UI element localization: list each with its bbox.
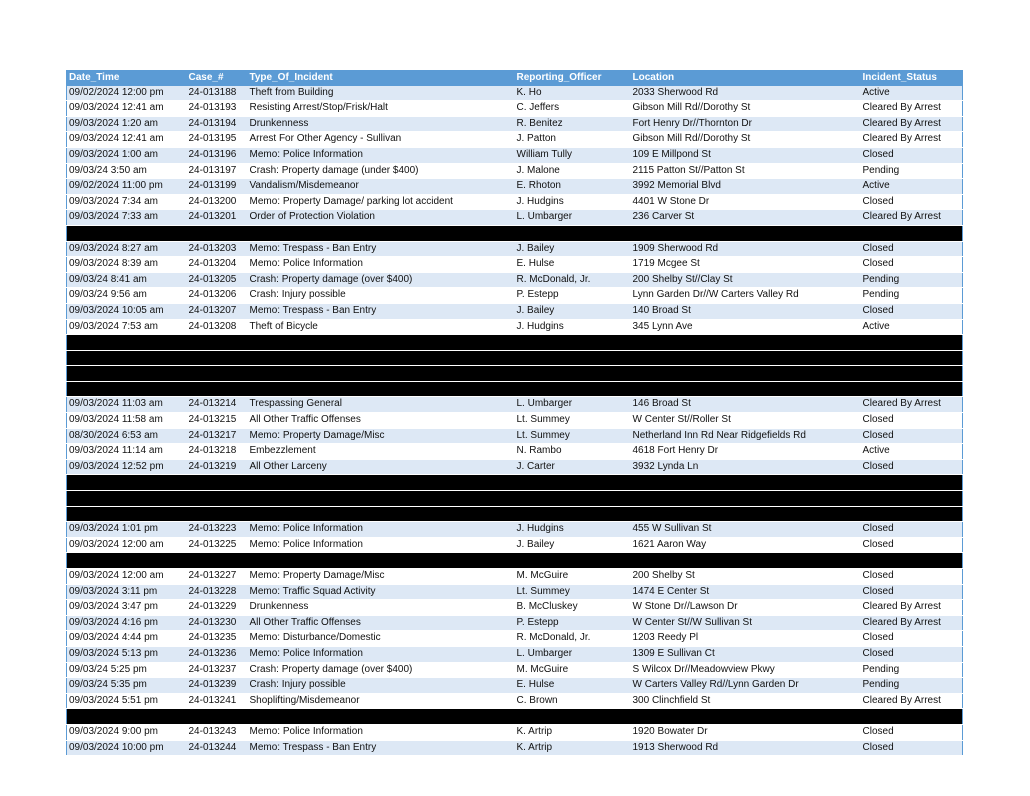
- cell-location: Gibson Mill Rd//Dorothy St: [632, 133, 751, 145]
- cell-date-time: 09/03/2024 4:16 pm: [69, 616, 158, 628]
- table-row[interactable]: [67, 272, 963, 288]
- cell-reporting-officer: William Tully: [516, 148, 573, 160]
- cell-case-number: 24-013227: [188, 570, 237, 581]
- cell-type-of-incident: Embezzlement: [249, 445, 316, 457]
- redacted-row[interactable]: [67, 491, 963, 507]
- cell-incident-status: Cleared By Arrest: [862, 117, 941, 129]
- cell-incident-status: Closed: [862, 585, 894, 597]
- cell-location: 1719 Mcgee St: [632, 258, 700, 270]
- cell-case-number: 24-013204: [188, 258, 237, 270]
- cell-reporting-officer: R. McDonald, Jr.: [516, 273, 591, 285]
- cell-case-number: 24-013218: [188, 445, 237, 457]
- cell-case-number: 24-013203: [188, 242, 237, 254]
- cell-incident-status: Closed: [862, 304, 894, 316]
- cell-type-of-incident: Shoplifting/Misdemeanor: [249, 694, 360, 706]
- cell-incident-status: Closed: [862, 195, 894, 207]
- cell-location: 1913 Sherwood Rd: [632, 741, 719, 753]
- cell-type-of-incident: Resisting Arrest/Stop/Frisk/Halt: [249, 102, 388, 114]
- table-row[interactable]: [67, 288, 963, 304]
- cell-type-of-incident: All Other Traffic Offenses: [249, 414, 361, 426]
- cell-location: Netherland Inn Rd Near Ridgefields Rd: [632, 429, 806, 441]
- cell-reporting-officer: J. Hudgins: [516, 320, 564, 332]
- cell-case-number: 24-013223: [188, 523, 237, 535]
- cell-reporting-officer: M. McGuire: [516, 570, 569, 581]
- cell-incident-status: Closed: [862, 523, 894, 535]
- redaction-bar: [67, 553, 963, 569]
- cell-incident-status: Closed: [862, 148, 894, 160]
- cell-incident-status: Cleared By Arrest: [862, 601, 941, 613]
- cell-reporting-officer: K. Artrip: [516, 725, 553, 737]
- cell-location: Lynn Garden Dr//W Carters Valley Rd: [632, 289, 799, 301]
- cell-reporting-officer: J. Carter: [516, 460, 555, 472]
- cell-date-time: 08/30/2024 6:53 am: [69, 429, 158, 441]
- cell-incident-status: Closed: [862, 570, 894, 581]
- redaction-bar: [67, 381, 963, 397]
- column-header-location[interactable]: Location: [632, 72, 675, 83]
- cell-date-time: 09/03/2024 10:00 pm: [69, 741, 164, 753]
- table-row[interactable]: [67, 584, 963, 600]
- cell-date-time: 09/03/2024 11:58 am: [69, 414, 163, 426]
- cell-type-of-incident: Arrest For Other Agency - Sullivan: [249, 133, 402, 145]
- cell-case-number: 24-013196: [188, 148, 237, 160]
- table-row[interactable]: [67, 444, 963, 460]
- cell-case-number: 24-013241: [188, 694, 237, 706]
- cell-type-of-incident: Memo: Property Damage/Misc: [249, 429, 385, 441]
- cell-type-of-incident: Vandalism/Misdemeanor: [249, 180, 359, 192]
- cell-reporting-officer: P. Estepp: [516, 289, 559, 301]
- cell-type-of-incident: Trespassing General: [249, 398, 342, 410]
- cell-location: 345 Lynn Ave: [632, 320, 693, 332]
- cell-case-number: 24-013208: [188, 320, 237, 332]
- cell-date-time: 09/03/2024 8:39 am: [69, 258, 158, 270]
- cell-location: S Wilcox Dr//Meadowview Pkwy: [632, 663, 775, 675]
- cell-location: 200 Shelby St: [632, 570, 695, 581]
- column-header-case-number[interactable]: Case_#: [188, 72, 224, 83]
- cell-case-number: 24-013229: [188, 601, 237, 613]
- cell-type-of-incident: Memo: Police Information: [249, 258, 363, 270]
- cell-date-time: 09/03/2024 12:41 am: [69, 102, 164, 114]
- table-row[interactable]: [67, 257, 963, 273]
- cell-case-number: 24-013194: [188, 117, 237, 129]
- cell-type-of-incident: Memo: Police Information: [249, 148, 363, 160]
- cell-incident-status: Closed: [862, 647, 894, 659]
- header-row: [67, 71, 963, 86]
- cell-incident-status: Closed: [862, 258, 894, 270]
- cell-date-time: 09/03/2024 9:00 pm: [69, 725, 158, 737]
- table-row[interactable]: [67, 600, 963, 616]
- table-body: [67, 86, 963, 756]
- cell-date-time: 09/02/2024 12:00 pm: [69, 86, 164, 98]
- cell-incident-status: Active: [862, 445, 890, 457]
- redaction-bar: [67, 225, 963, 241]
- cell-case-number: 24-013188: [188, 86, 237, 98]
- table-row[interactable]: [67, 693, 963, 709]
- cell-case-number: 24-013201: [188, 211, 237, 223]
- cell-location: 109 E Millpond St: [632, 148, 711, 160]
- cell-case-number: 24-013235: [188, 632, 237, 644]
- cell-date-time: 09/03/24 5:35 pm: [69, 679, 147, 691]
- cell-case-number: 24-013193: [188, 102, 237, 114]
- redacted-row[interactable]: [67, 350, 963, 366]
- cell-case-number: 24-013243: [188, 725, 237, 737]
- cell-incident-status: Cleared By Arrest: [862, 211, 941, 223]
- cell-reporting-officer: L. Umbarger: [516, 398, 573, 410]
- cell-type-of-incident: Crash: Property damage (over $400): [249, 663, 413, 675]
- cell-type-of-incident: All Other Traffic Offenses: [249, 616, 361, 628]
- cell-type-of-incident: Crash: Injury possible: [249, 289, 346, 301]
- table-row[interactable]: [67, 662, 963, 678]
- cell-reporting-officer: C. Jeffers: [516, 102, 560, 114]
- cell-reporting-officer: L. Umbarger: [516, 211, 573, 223]
- cell-case-number: 24-013207: [188, 304, 237, 316]
- cell-type-of-incident: Order of Protection Violation: [249, 211, 375, 223]
- cell-reporting-officer: J. Malone: [516, 164, 560, 176]
- cell-type-of-incident: Memo: Traffic Squad Activity: [249, 585, 376, 597]
- cell-incident-status: Closed: [862, 741, 894, 753]
- cell-type-of-incident: Crash: Property damage (over $400): [249, 273, 413, 285]
- cell-case-number: 24-013195: [188, 133, 237, 145]
- cell-location: 1203 Reedy Pl: [632, 632, 699, 644]
- table-row[interactable]: [67, 397, 963, 413]
- redacted-row[interactable]: [67, 475, 963, 491]
- cell-date-time: 09/03/24 3:50 am: [69, 164, 147, 176]
- table-row[interactable]: [67, 147, 963, 163]
- cell-case-number: 24-013214: [188, 398, 237, 410]
- cell-location: 3992 Memorial Blvd: [632, 180, 721, 192]
- cell-reporting-officer: J. Hudgins: [516, 523, 564, 535]
- cell-incident-status: Active: [862, 86, 890, 98]
- table-row[interactable]: [67, 537, 963, 553]
- cell-reporting-officer: E. Hulse: [516, 679, 555, 691]
- cell-case-number: 24-013219: [188, 460, 237, 472]
- cell-case-number: 24-013217: [188, 429, 237, 441]
- cell-reporting-officer: J. Bailey: [516, 538, 555, 550]
- cell-case-number: 24-013237: [188, 663, 237, 675]
- cell-date-time: 09/03/2024 10:05 am: [69, 304, 164, 316]
- table-row[interactable]: [67, 194, 963, 210]
- redaction-bar: [67, 366, 963, 382]
- cell-reporting-officer: E. Hulse: [516, 258, 555, 270]
- cell-type-of-incident: Drunkenness: [249, 117, 309, 129]
- cell-type-of-incident: Memo: Property Damage/ parking lot accident: [249, 195, 453, 207]
- table-row[interactable]: [67, 86, 963, 101]
- table-row[interactable]: [67, 116, 963, 132]
- table-row[interactable]: [67, 428, 963, 444]
- cell-incident-status: Closed: [862, 632, 894, 644]
- table-row[interactable]: [67, 459, 963, 475]
- cell-incident-status: Active: [862, 320, 890, 332]
- cell-incident-status: Active: [862, 180, 890, 192]
- cell-type-of-incident: Crash: Injury possible: [249, 679, 346, 691]
- redaction-bar: [67, 709, 963, 725]
- cell-location: 1474 E Center St: [632, 585, 710, 597]
- column-header-type-of-incident[interactable]: Type_Of_Incident: [249, 72, 333, 83]
- cell-reporting-officer: P. Estepp: [516, 616, 559, 628]
- table-row[interactable]: [67, 163, 963, 179]
- cell-case-number: 24-013197: [188, 164, 237, 176]
- cell-date-time: 09/03/2024 7:53 am: [69, 320, 158, 332]
- cell-case-number: 24-013206: [188, 289, 237, 301]
- cell-location: 4401 W Stone Dr: [632, 195, 710, 207]
- cell-type-of-incident: Memo: Police Information: [249, 538, 363, 550]
- cell-case-number: 24-013244: [188, 741, 237, 753]
- cell-date-time: 09/02/2024 11:00 pm: [69, 180, 163, 192]
- table-row[interactable]: [67, 413, 963, 429]
- cell-type-of-incident: Drunkenness: [249, 601, 309, 613]
- cell-case-number: 24-013239: [188, 679, 237, 691]
- cell-incident-status: Pending: [862, 289, 900, 301]
- cell-case-number: 24-013230: [188, 616, 237, 628]
- cell-date-time: 09/03/2024 12:52 pm: [69, 460, 164, 472]
- redacted-row[interactable]: [67, 335, 963, 351]
- cell-location: Gibson Mill Rd//Dorothy St: [632, 102, 751, 114]
- cell-reporting-officer: J. Patton: [516, 133, 556, 145]
- cell-case-number: 24-013205: [188, 273, 237, 285]
- cell-case-number: 24-013236: [188, 647, 237, 659]
- cell-location: W Center St//Roller St: [632, 414, 731, 426]
- cell-case-number: 24-013200: [188, 195, 237, 207]
- redaction-bar: [67, 491, 963, 507]
- cell-location: W Carters Valley Rd//Lynn Garden Dr: [632, 679, 799, 691]
- cell-type-of-incident: Memo: Police Information: [249, 725, 363, 737]
- redacted-row[interactable]: [67, 506, 963, 522]
- cell-case-number: 24-013215: [188, 414, 237, 426]
- redacted-row[interactable]: [67, 366, 963, 382]
- redacted-row[interactable]: [67, 381, 963, 397]
- cell-type-of-incident: Memo: Police Information: [249, 647, 363, 659]
- incident-log-sheet: [66, 70, 962, 756]
- cell-date-time: 09/03/2024 12:00 am: [69, 570, 164, 581]
- table-row[interactable]: [67, 101, 963, 117]
- cell-reporting-officer: E. Rhoton: [516, 180, 561, 192]
- cell-location: Fort Henry Dr//Thornton Dr: [632, 117, 752, 129]
- table-row[interactable]: [67, 179, 963, 195]
- cell-location: 2115 Patton St//Patton St: [632, 164, 745, 176]
- cell-incident-status: Closed: [862, 460, 894, 472]
- cell-type-of-incident: Theft from Building: [249, 86, 334, 98]
- cell-date-time: 09/03/24 9:56 am: [69, 289, 147, 301]
- table-row[interactable]: [67, 319, 963, 335]
- cell-reporting-officer: J. Bailey: [516, 304, 555, 316]
- cell-location: 1920 Bowater Dr: [632, 725, 708, 737]
- cell-date-time: 09/03/2024 11:14 am: [69, 445, 163, 457]
- redaction-bar: [67, 475, 963, 491]
- cell-reporting-officer: R. Benitez: [516, 117, 563, 129]
- table-row[interactable]: [67, 646, 963, 662]
- cell-incident-status: Closed: [862, 725, 894, 737]
- redacted-row[interactable]: [67, 709, 963, 725]
- table-row[interactable]: [67, 132, 963, 148]
- cell-incident-status: Closed: [862, 538, 894, 550]
- cell-type-of-incident: Memo: Trespass - Ban Entry: [249, 741, 377, 753]
- cell-reporting-officer: N. Rambo: [516, 445, 562, 457]
- cell-date-time: 09/03/2024 8:27 am: [69, 242, 158, 254]
- cell-location: W Stone Dr//Lawson Dr: [632, 601, 738, 613]
- cell-date-time: 09/03/2024 11:03 am: [69, 398, 163, 410]
- redaction-bar: [67, 506, 963, 522]
- table-row[interactable]: [67, 569, 963, 585]
- column-header-incident-status[interactable]: Incident_Status: [862, 72, 937, 83]
- cell-location: 3932 Lynda Ln: [632, 460, 699, 472]
- cell-date-time: 09/03/2024 7:33 am: [69, 211, 158, 223]
- redacted-row[interactable]: [67, 225, 963, 241]
- cell-reporting-officer: M. McGuire: [516, 663, 569, 675]
- cell-date-time: 09/03/2024 1:20 am: [69, 117, 158, 129]
- column-header-reporting-officer[interactable]: Reporting_Officer: [516, 72, 602, 83]
- cell-reporting-officer: Lt. Summey: [516, 585, 570, 597]
- cell-type-of-incident: All Other Larceny: [249, 460, 327, 472]
- cell-location: 455 W Sullivan St: [632, 523, 712, 535]
- table-row[interactable]: [67, 522, 963, 538]
- cell-location: 4618 Fort Henry Dr: [632, 445, 719, 457]
- cell-location: 146 Broad St: [632, 398, 691, 410]
- cell-incident-status: Cleared By Arrest: [862, 398, 941, 410]
- redaction-bar: [67, 350, 963, 366]
- cell-incident-status: Cleared By Arrest: [862, 102, 941, 114]
- cell-incident-status: Pending: [862, 679, 900, 691]
- cell-type-of-incident: Memo: Trespass - Ban Entry: [249, 304, 377, 316]
- redaction-bar: [67, 335, 963, 351]
- cell-location: 300 Clinchfield St: [632, 694, 711, 706]
- cell-incident-status: Cleared By Arrest: [862, 616, 941, 628]
- cell-location: 1309 E Sullivan Ct: [632, 647, 715, 659]
- cell-reporting-officer: Lt. Summey: [516, 429, 570, 441]
- cell-type-of-incident: Memo: Disturbance/Domestic: [249, 632, 381, 644]
- cell-date-time: 09/03/2024 5:13 pm: [69, 647, 158, 659]
- table-row[interactable]: [67, 740, 963, 756]
- cell-reporting-officer: L. Umbarger: [516, 647, 573, 659]
- table-row[interactable]: [67, 724, 963, 740]
- cell-incident-status: Cleared By Arrest: [862, 133, 941, 145]
- cell-location: W Center St//W Sullivan St: [632, 616, 752, 628]
- cell-reporting-officer: K. Artrip: [516, 741, 553, 753]
- cell-incident-status: Pending: [862, 164, 900, 176]
- cell-type-of-incident: Memo: Property Damage/Misc: [249, 570, 385, 581]
- table-row[interactable]: [67, 615, 963, 631]
- cell-incident-status: Closed: [862, 414, 894, 426]
- cell-date-time: 09/03/2024 5:51 pm: [69, 694, 158, 706]
- cell-date-time: 09/03/2024 12:41 am: [69, 133, 164, 145]
- cell-location: 2033 Sherwood Rd: [632, 86, 719, 98]
- cell-location: 236 Carver St: [632, 211, 695, 223]
- column-header-date-time[interactable]: Date_Time: [69, 72, 120, 83]
- cell-reporting-officer: K. Ho: [516, 86, 542, 98]
- cell-date-time: 09/03/2024 3:11 pm: [69, 585, 158, 597]
- cell-date-time: 09/03/2024 7:34 am: [69, 195, 158, 207]
- cell-date-time: 09/03/2024 4:44 pm: [69, 632, 158, 644]
- cell-type-of-incident: Theft of Bicycle: [249, 320, 318, 332]
- cell-case-number: 24-013228: [188, 585, 237, 597]
- redacted-row[interactable]: [67, 553, 963, 569]
- cell-incident-status: Pending: [862, 663, 900, 675]
- cell-incident-status: Closed: [862, 242, 894, 254]
- cell-date-time: 09/03/2024 12:00 am: [69, 538, 164, 550]
- cell-reporting-officer: B. McCluskey: [516, 601, 578, 613]
- cell-reporting-officer: J. Bailey: [516, 242, 555, 254]
- cell-incident-status: Closed: [862, 429, 894, 441]
- table-row[interactable]: [67, 678, 963, 694]
- cell-incident-status: Pending: [862, 273, 900, 285]
- cell-type-of-incident: Memo: Trespass - Ban Entry: [249, 242, 377, 254]
- cell-date-time: 09/03/2024 1:00 am: [69, 148, 158, 160]
- incident-table: [66, 70, 963, 756]
- cell-reporting-officer: Lt. Summey: [516, 414, 570, 426]
- table-row[interactable]: [67, 303, 963, 319]
- cell-type-of-incident: Crash: Property damage (under $400): [249, 164, 419, 176]
- cell-date-time: 09/03/24 5:25 pm: [69, 663, 147, 675]
- cell-case-number: 24-013199: [188, 180, 237, 192]
- cell-type-of-incident: Memo: Police Information: [249, 523, 363, 535]
- table-row[interactable]: [67, 210, 963, 226]
- cell-location: 1621 Aaron Way: [632, 538, 707, 550]
- table-row[interactable]: [67, 631, 963, 647]
- cell-date-time: 09/03/2024 3:47 pm: [69, 601, 158, 613]
- cell-case-number: 24-013225: [188, 538, 237, 550]
- cell-date-time: 09/03/2024 1:01 pm: [69, 523, 158, 535]
- cell-location: 1909 Sherwood Rd: [632, 242, 719, 254]
- cell-location: 200 Shelby St//Clay St: [632, 273, 733, 285]
- cell-reporting-officer: R. McDonald, Jr.: [516, 632, 591, 644]
- cell-reporting-officer: J. Hudgins: [516, 195, 564, 207]
- cell-reporting-officer: C. Brown: [516, 694, 558, 706]
- cell-date-time: 09/03/24 8:41 am: [69, 273, 147, 285]
- table-row[interactable]: [67, 241, 963, 257]
- cell-incident-status: Cleared By Arrest: [862, 694, 941, 706]
- cell-location: 140 Broad St: [632, 304, 691, 316]
